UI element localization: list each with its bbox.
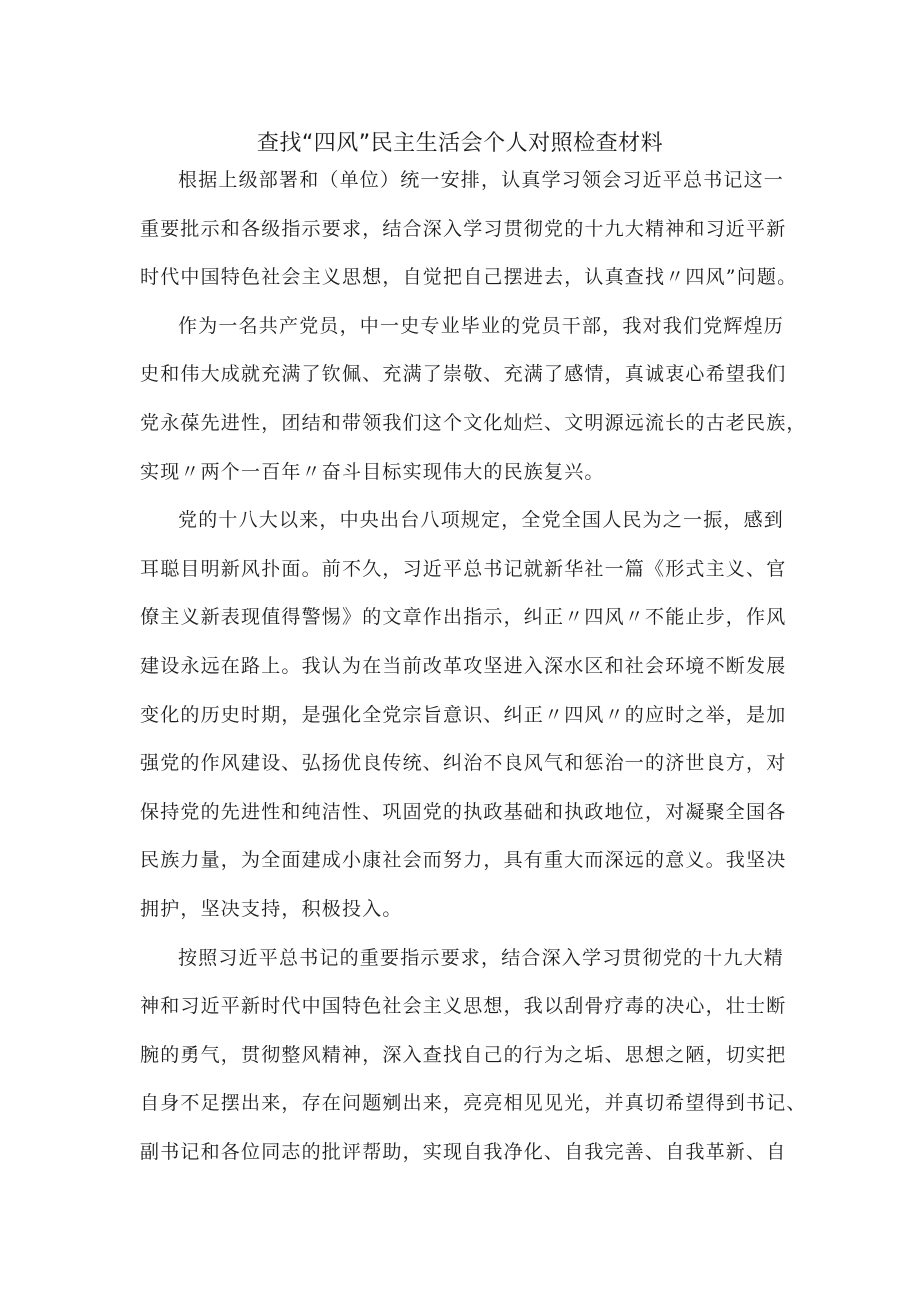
paragraph-line: 根据上级部署和（单位）统一安排，认真学习领会习近平总书记这一 (178, 169, 785, 191)
paragraph-line: 变化的历史时期，是强化全党宗旨意识、纠正〃四风〃的应时之举，是加 (140, 703, 787, 726)
paragraph-line: 按照习近平总书记的重要指示要求，结合深入学习贯彻党的十九大精 (178, 946, 785, 969)
paragraph-line: 史和伟大成就充满了钦佩、充满了崇敬、充满了感情，真诚衷心希望我们 (140, 363, 787, 386)
paragraph-line: 强党的作风建设、弘扬优良传统、纠治不良风气和惩治一的济世良方，对 (140, 752, 787, 775)
paragraph-2 (140, 302, 807, 496)
paragraph-line: 时代中国特色社会主义思想，自觉把自己摆进去，认真查找〃四风”问题。 (140, 266, 798, 289)
paragraph-line: 作为一名共产党员，中一史专业毕业的党员干部，我对我们党辉煌历 (178, 314, 785, 337)
paragraph-line: 神和习近平新时代中国特色社会主义思想，我以刮骨疗毒的决心，壮士断 (140, 995, 787, 1018)
paragraph-line: 自身不足摆出来，存在问题剜出来，亮亮相见见光，并真切希望得到书记、 (140, 1092, 807, 1115)
paragraph-line: 保持党的先进性和纯洁性、巩固党的执政基础和执政地位，对凝聚全国各 (140, 800, 787, 823)
paragraph-line: 拥护，坚决支持，积极投入。 (140, 897, 403, 920)
paragraph-line: 党的十八大以来，中央出台八项规定，全党全国人民为之一振，感到 (178, 509, 785, 532)
paragraph-line: 民族力量，为全面建成小康社会而努力，具有重大而深远的意义。我坚决 (140, 849, 787, 872)
paragraph-line: 腕的勇气，贯彻整风精神，深入查找自己的行为之垢、思想之陋，切实把 (140, 1043, 787, 1066)
paragraph-1 (140, 156, 800, 302)
document-body (140, 156, 807, 1176)
document-title: 查找“四风”民主生活会个人对照检查材料 (256, 131, 664, 156)
paragraph-line: 实现〃两个一百年〃奋斗目标实现伟大的民族复兴。 (140, 460, 605, 483)
paragraph-line: 副书记和各位同志的批评帮助，实现自我净化、自我完善、自我革新、自 (140, 1140, 787, 1163)
paragraph-line: 耳聪目明新风扑面。前不久，习近平总书记就新华社一篇《形式主义、官 (140, 557, 787, 580)
paragraph-line: 党永葆先进性，团结和带领我们这个文化灿烂、文明源远流长的古老民族， (140, 411, 807, 434)
paragraph-4 (140, 934, 807, 1177)
paragraph-line: 建设永远在路上。我认为在当前改革攻坚进入深水区和社会环境不断发展 (140, 654, 787, 677)
paragraph-3 (140, 496, 800, 933)
paragraph-line: 僚主义新表现值得警惕》的文章作出指示，纠正〃四风〃不能止步，作风 (140, 606, 787, 629)
paragraph-line: 重要批示和各级指示要求，结合深入学习贯彻党的十九大精神和习近平新 (140, 217, 787, 240)
